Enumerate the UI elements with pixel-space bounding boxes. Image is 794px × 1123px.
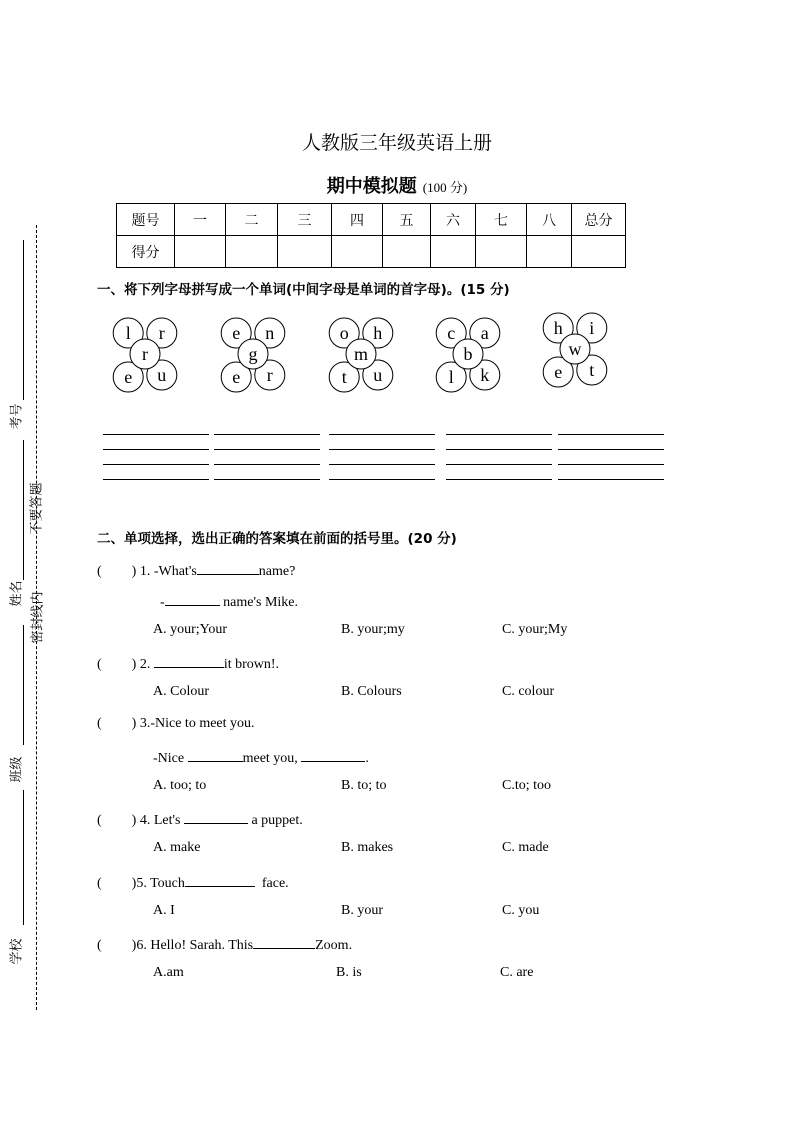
answer-line[interactable] <box>329 464 435 465</box>
score-table-cell: 总分 <box>572 204 626 236</box>
answer-line[interactable] <box>558 479 664 480</box>
fill-blank[interactable] <box>188 747 243 762</box>
petal-letter: r <box>266 365 273 385</box>
fill-blank[interactable] <box>165 591 220 606</box>
option-a[interactable]: A. I <box>153 903 175 918</box>
question-text: it brown!. <box>223 657 280 672</box>
option-c[interactable]: C. colour <box>502 684 555 699</box>
option-c[interactable]: C. made <box>502 840 549 855</box>
answer-line[interactable] <box>446 434 552 435</box>
question-3-line-2 <box>153 747 369 767</box>
answer-paren[interactable]: ( <box>97 564 102 579</box>
answer-line[interactable] <box>214 464 320 465</box>
question-text: - <box>160 595 165 610</box>
option-a[interactable]: A. too; to <box>153 778 207 793</box>
answer-line[interactable] <box>446 479 552 480</box>
answer-line[interactable] <box>329 449 435 450</box>
petal-letter: h <box>373 323 383 343</box>
option-c[interactable]: C. you <box>502 903 540 918</box>
score-input-cell[interactable] <box>175 236 226 268</box>
question-4 <box>97 809 303 829</box>
petal-letter: c <box>447 323 456 343</box>
question-3 <box>97 716 255 732</box>
option-a[interactable]: A. Colour <box>153 684 209 699</box>
score-table-cell: 五 <box>383 204 431 236</box>
petal-letter: e <box>232 367 241 387</box>
petal-letter: u <box>157 365 167 385</box>
petal-letter: e <box>124 367 133 387</box>
petal-letter: k <box>480 365 490 385</box>
option-b[interactable]: B. is <box>336 965 362 980</box>
question-2 <box>97 653 279 673</box>
question-number: ) 4. Let's <box>131 813 181 828</box>
option-a[interactable]: A. make <box>153 840 201 855</box>
answer-line[interactable] <box>103 479 209 480</box>
answer-line[interactable] <box>103 449 209 450</box>
letter-flower <box>329 318 393 392</box>
fill-blank[interactable] <box>253 934 315 949</box>
answer-paren[interactable]: ( <box>97 813 102 828</box>
letter-flower <box>113 318 177 392</box>
answer-line[interactable] <box>558 449 664 450</box>
answer-line[interactable] <box>103 434 209 435</box>
score-input-cell[interactable] <box>431 236 476 268</box>
margin-line-school <box>23 790 24 925</box>
petal-letter: e <box>554 362 563 382</box>
question-5 <box>97 872 289 892</box>
answer-paren[interactable]: ( <box>97 876 102 891</box>
option-b[interactable]: B. makes <box>341 840 394 855</box>
center-letter: b <box>463 344 473 364</box>
margin-label-name: 姓名 <box>8 580 24 607</box>
option-b[interactable]: B. your;my <box>341 622 405 637</box>
petal-letter: h <box>553 318 563 338</box>
fill-blank[interactable] <box>301 747 365 762</box>
question-number: )5. Touch <box>131 876 185 891</box>
petal-letter: i <box>589 318 595 338</box>
petal-letter: l <box>125 323 131 343</box>
option-c[interactable]: C. are <box>500 965 534 980</box>
center-letter: g <box>248 344 258 364</box>
score-table-cell: 七 <box>476 204 527 236</box>
question-number: ) 1. -What's <box>131 564 197 579</box>
margin-line-class <box>23 625 24 745</box>
score-input-cell[interactable] <box>226 236 278 268</box>
question-text: name's Mike. <box>223 595 299 610</box>
score-table-cell: 四 <box>332 204 383 236</box>
answer-line[interactable] <box>214 449 320 450</box>
letter-flowers <box>100 305 680 410</box>
question-number: )6. Hello! Sarah. This <box>131 938 254 953</box>
margin-label-class: 班级 <box>8 756 24 783</box>
center-letter: m <box>353 344 369 364</box>
fill-blank[interactable] <box>154 653 224 668</box>
question-1-line-2 <box>160 591 298 611</box>
letter-flower <box>436 318 500 392</box>
question-text: name? <box>258 564 296 579</box>
document-subtitle <box>0 172 794 198</box>
section-1-title: 一、将下列字母拼写成一个单词(中间字母是单词的首字母)。(15 分) <box>97 282 510 298</box>
petal-letter: e <box>232 323 241 343</box>
petal-letter: r <box>158 323 165 343</box>
question-1 <box>97 560 295 580</box>
answer-paren[interactable]: ( <box>97 657 102 672</box>
margin-label-school: 学校 <box>8 938 24 965</box>
petal-letter: n <box>265 323 275 343</box>
score-input-cell[interactable] <box>278 236 332 268</box>
margin-label-seal-line: 密封线内 <box>29 591 45 644</box>
score-table-header-row <box>117 204 626 236</box>
petal-letter: t <box>341 367 347 387</box>
answer-line[interactable] <box>446 449 552 450</box>
score-table-cell: 一 <box>175 204 226 236</box>
fill-blank[interactable] <box>197 560 259 575</box>
answer-line[interactable] <box>214 434 320 435</box>
score-table-cell: 六 <box>431 204 476 236</box>
answer-line[interactable] <box>329 479 435 480</box>
question-text: a puppet. <box>251 813 303 828</box>
option-c[interactable]: C.to; too <box>502 778 552 793</box>
petal-letter: t <box>589 360 595 380</box>
answer-line[interactable] <box>446 464 552 465</box>
petal-letter: l <box>448 367 454 387</box>
petal-letter: o <box>339 323 349 343</box>
section-2-title: 二、单项选择，选出正确的答案填在前面的括号里。(20 分) <box>97 531 457 547</box>
exam-name: 期中模拟题 <box>326 176 417 197</box>
option-b[interactable]: B. your <box>341 903 383 918</box>
score-table-cell: 八 <box>527 204 572 236</box>
petal-letter: u <box>373 365 383 385</box>
question-text: . <box>365 751 369 766</box>
score-input-cell[interactable] <box>383 236 431 268</box>
answer-line[interactable] <box>558 464 664 465</box>
option-a[interactable]: A.am <box>153 965 184 980</box>
margin-label-do-not-answer: 不要答题 <box>28 482 44 535</box>
option-a[interactable]: A. your;Your <box>153 622 228 637</box>
center-letter: w <box>568 339 582 359</box>
margin-label-exam-no: 考号 <box>8 403 24 430</box>
question-number: ) 3.-Nice to meet you. <box>131 716 255 731</box>
letter-flower <box>543 313 607 387</box>
option-c[interactable]: C. your;My <box>502 622 568 637</box>
question-text: Zoom. <box>315 938 353 953</box>
center-letter: r <box>142 344 148 364</box>
score-table-cell: 三 <box>278 204 332 236</box>
answer-line[interactable] <box>558 434 664 435</box>
margin-line-name <box>23 440 24 580</box>
question-number: ) 2. <box>131 657 151 672</box>
score-table-cell: 得分 <box>117 236 175 268</box>
score-table-cell: 二 <box>226 204 278 236</box>
document-title: 人教版三年级英语上册 <box>301 133 492 154</box>
question-6 <box>97 934 352 954</box>
score-input-cell[interactable] <box>332 236 383 268</box>
question-text: face. <box>261 876 289 891</box>
answer-line[interactable] <box>214 479 320 480</box>
option-b[interactable]: B. Colours <box>341 684 402 699</box>
option-b[interactable]: B. to; to <box>341 778 387 793</box>
score-input-cell[interactable] <box>527 236 572 268</box>
fill-blank[interactable] <box>185 872 255 887</box>
score-table-score-row <box>117 236 626 268</box>
fill-blank[interactable] <box>184 809 248 824</box>
question-text: meet you, <box>242 751 298 766</box>
question-text: -Nice <box>153 751 185 766</box>
score-input-cell[interactable] <box>476 236 527 268</box>
answer-line[interactable] <box>329 434 435 435</box>
answer-line[interactable] <box>103 464 209 465</box>
total-score-note: (100 分) <box>422 180 468 195</box>
score-table-cell: 题号 <box>117 204 175 236</box>
answer-paren[interactable]: ( <box>97 716 102 731</box>
petal-letter: a <box>480 323 489 343</box>
margin-line-exam-no <box>23 240 24 400</box>
answer-paren[interactable]: ( <box>97 938 102 953</box>
score-input-cell[interactable] <box>572 236 626 268</box>
letter-flower <box>221 318 285 392</box>
score-table <box>116 203 626 268</box>
